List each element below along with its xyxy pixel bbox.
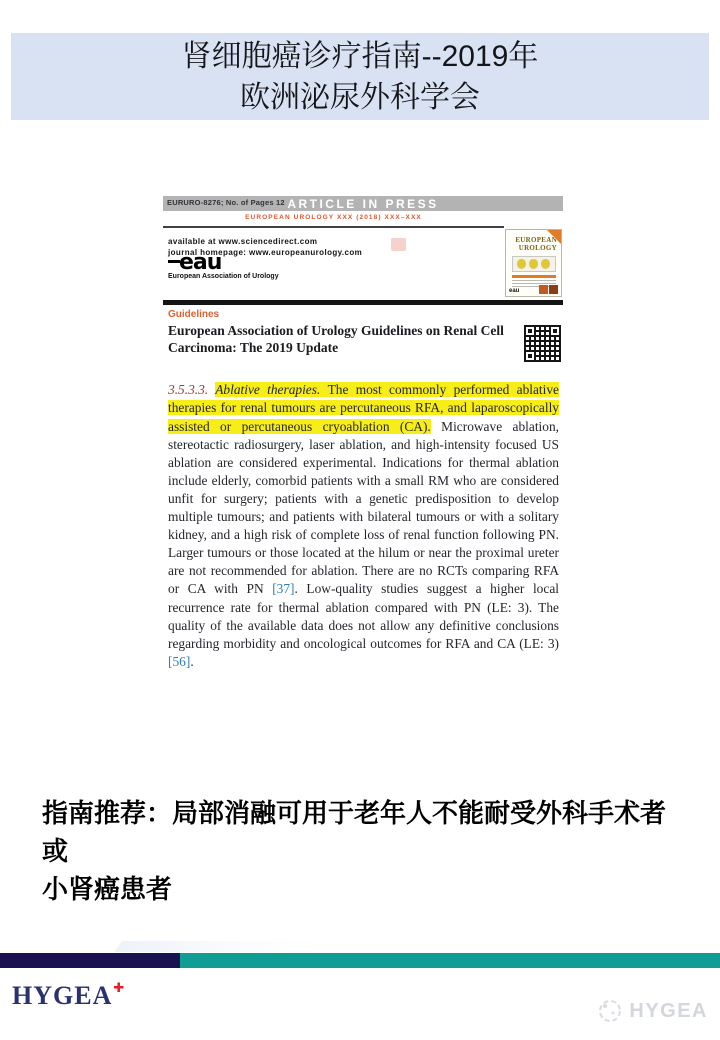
hygea-logo xyxy=(12,981,125,1011)
recommendation-line2: 小肾癌患者 xyxy=(42,874,173,904)
cover-thumb-icon xyxy=(549,285,558,294)
recommendation-text xyxy=(42,794,687,908)
homepage-link: journal homepage: www.europeanurology.com xyxy=(168,248,363,257)
eau-logo xyxy=(168,250,279,280)
slide-title-line2: 欧洲泌尿外科学会 xyxy=(240,81,480,114)
hygea-wordmark: HYGEA xyxy=(12,981,113,1010)
qr-finder-icon xyxy=(524,350,536,362)
cover-thumb-icon xyxy=(539,285,548,294)
sciencedirect-link: available at www.sciencedirect.com xyxy=(168,237,318,246)
body-segment-normal: Microwave ablation, stereotactic radiosurgery, laser ablation, and high-intensity focused US ablation are considered experimental. Indications for thermal ablation include elderly, comorbid patients with a small RM who are considered unfit for surgery; patients with a genetic predisposition to develop multiple tumours; and patients with bilateral tumours or with a solitary kidney, and a high risk of complete loss of renal function following PN. Larger tumours or those located at the hilum or near the proximal ureter are not recommended for ablation. There are no RCTs comparing RFA or CA with PN xyxy=(168,418,560,597)
sciencedirect-mark xyxy=(391,238,406,251)
watermark-text: HYGEA xyxy=(629,999,708,1022)
slide-title-banner xyxy=(11,33,709,120)
cover-title-line1: EUROPEAN xyxy=(515,236,557,244)
article-masthead xyxy=(163,196,563,211)
section-label: Guidelines xyxy=(168,309,220,320)
cover-ribbon xyxy=(547,230,561,244)
body-segment-normal: . Low-quality studies suggest a higher local recurrence rate for thermal ablation compared with PN (LE: 3). The quality of the available data does not allow any definitive conclusions regarding morbidity and oncological outcomes for RFA and CA (LE: 3) xyxy=(168,581,559,651)
recommendation-line1: 指南推荐：局部消融可用于老年人不能耐受外科手术者或 xyxy=(42,798,667,866)
masthead-rule xyxy=(163,226,504,228)
kidney-figure-icon xyxy=(529,259,538,269)
red-cross-icon: ✚ xyxy=(113,981,126,996)
eau-subtitle: European Association of Urology xyxy=(168,273,279,280)
footer-navy-bar xyxy=(0,953,180,968)
qr-finder-icon xyxy=(524,325,536,337)
cover-bottom-row xyxy=(509,285,558,294)
watermark-globe-icon xyxy=(597,998,623,1024)
body-segment-section: 3.5.3.3. xyxy=(168,382,216,398)
cover-figures xyxy=(512,256,556,272)
journal-page xyxy=(163,192,563,732)
body-segment-cite: [37] xyxy=(272,581,295,597)
slide-title-line1: 肾细胞癌诊疗指南--2019年 xyxy=(181,40,539,73)
cover-title-line2: UROLOGY xyxy=(518,243,557,252)
cover-eau-mark: eau xyxy=(509,288,520,294)
footer-glare xyxy=(114,941,322,952)
article-title: European Association of Urology Guidelines on Renal Cell Carcinoma: The 2019 Update xyxy=(168,323,504,355)
body-segment-cite: [56] xyxy=(168,653,191,669)
hygea-watermark xyxy=(597,998,708,1024)
manuscript-id: EURURO-8276; No. of Pages 12 xyxy=(167,198,285,207)
kidney-figure-icon xyxy=(517,259,526,269)
body-segment-normal: . xyxy=(190,653,194,669)
qr-code xyxy=(524,325,561,362)
kidney-figure-icon xyxy=(541,259,550,269)
eau-wordmark: eau xyxy=(179,250,222,275)
article-in-press-banner: ARTICLE IN PRESS xyxy=(287,197,439,211)
article-body xyxy=(168,381,559,671)
journal-cover xyxy=(505,229,562,297)
body-segment-hl: The most commonly performed ablative therapies for renal tumours are percutaneous RFA, and laparoscopically assisted or percutaneous cryoablation (CA). xyxy=(168,382,560,434)
cover-orange-line xyxy=(512,275,556,278)
cover-thumbnails xyxy=(539,285,558,294)
section-divider-bar xyxy=(163,300,563,305)
body-segment-hl-italic: Ablative therapies. xyxy=(215,382,328,398)
journal-reference: EUROPEAN UROLOGY XXX (2018) XXX–XXX xyxy=(245,214,422,221)
qr-finder-icon xyxy=(549,325,561,337)
footer-teal-bar xyxy=(180,953,720,968)
